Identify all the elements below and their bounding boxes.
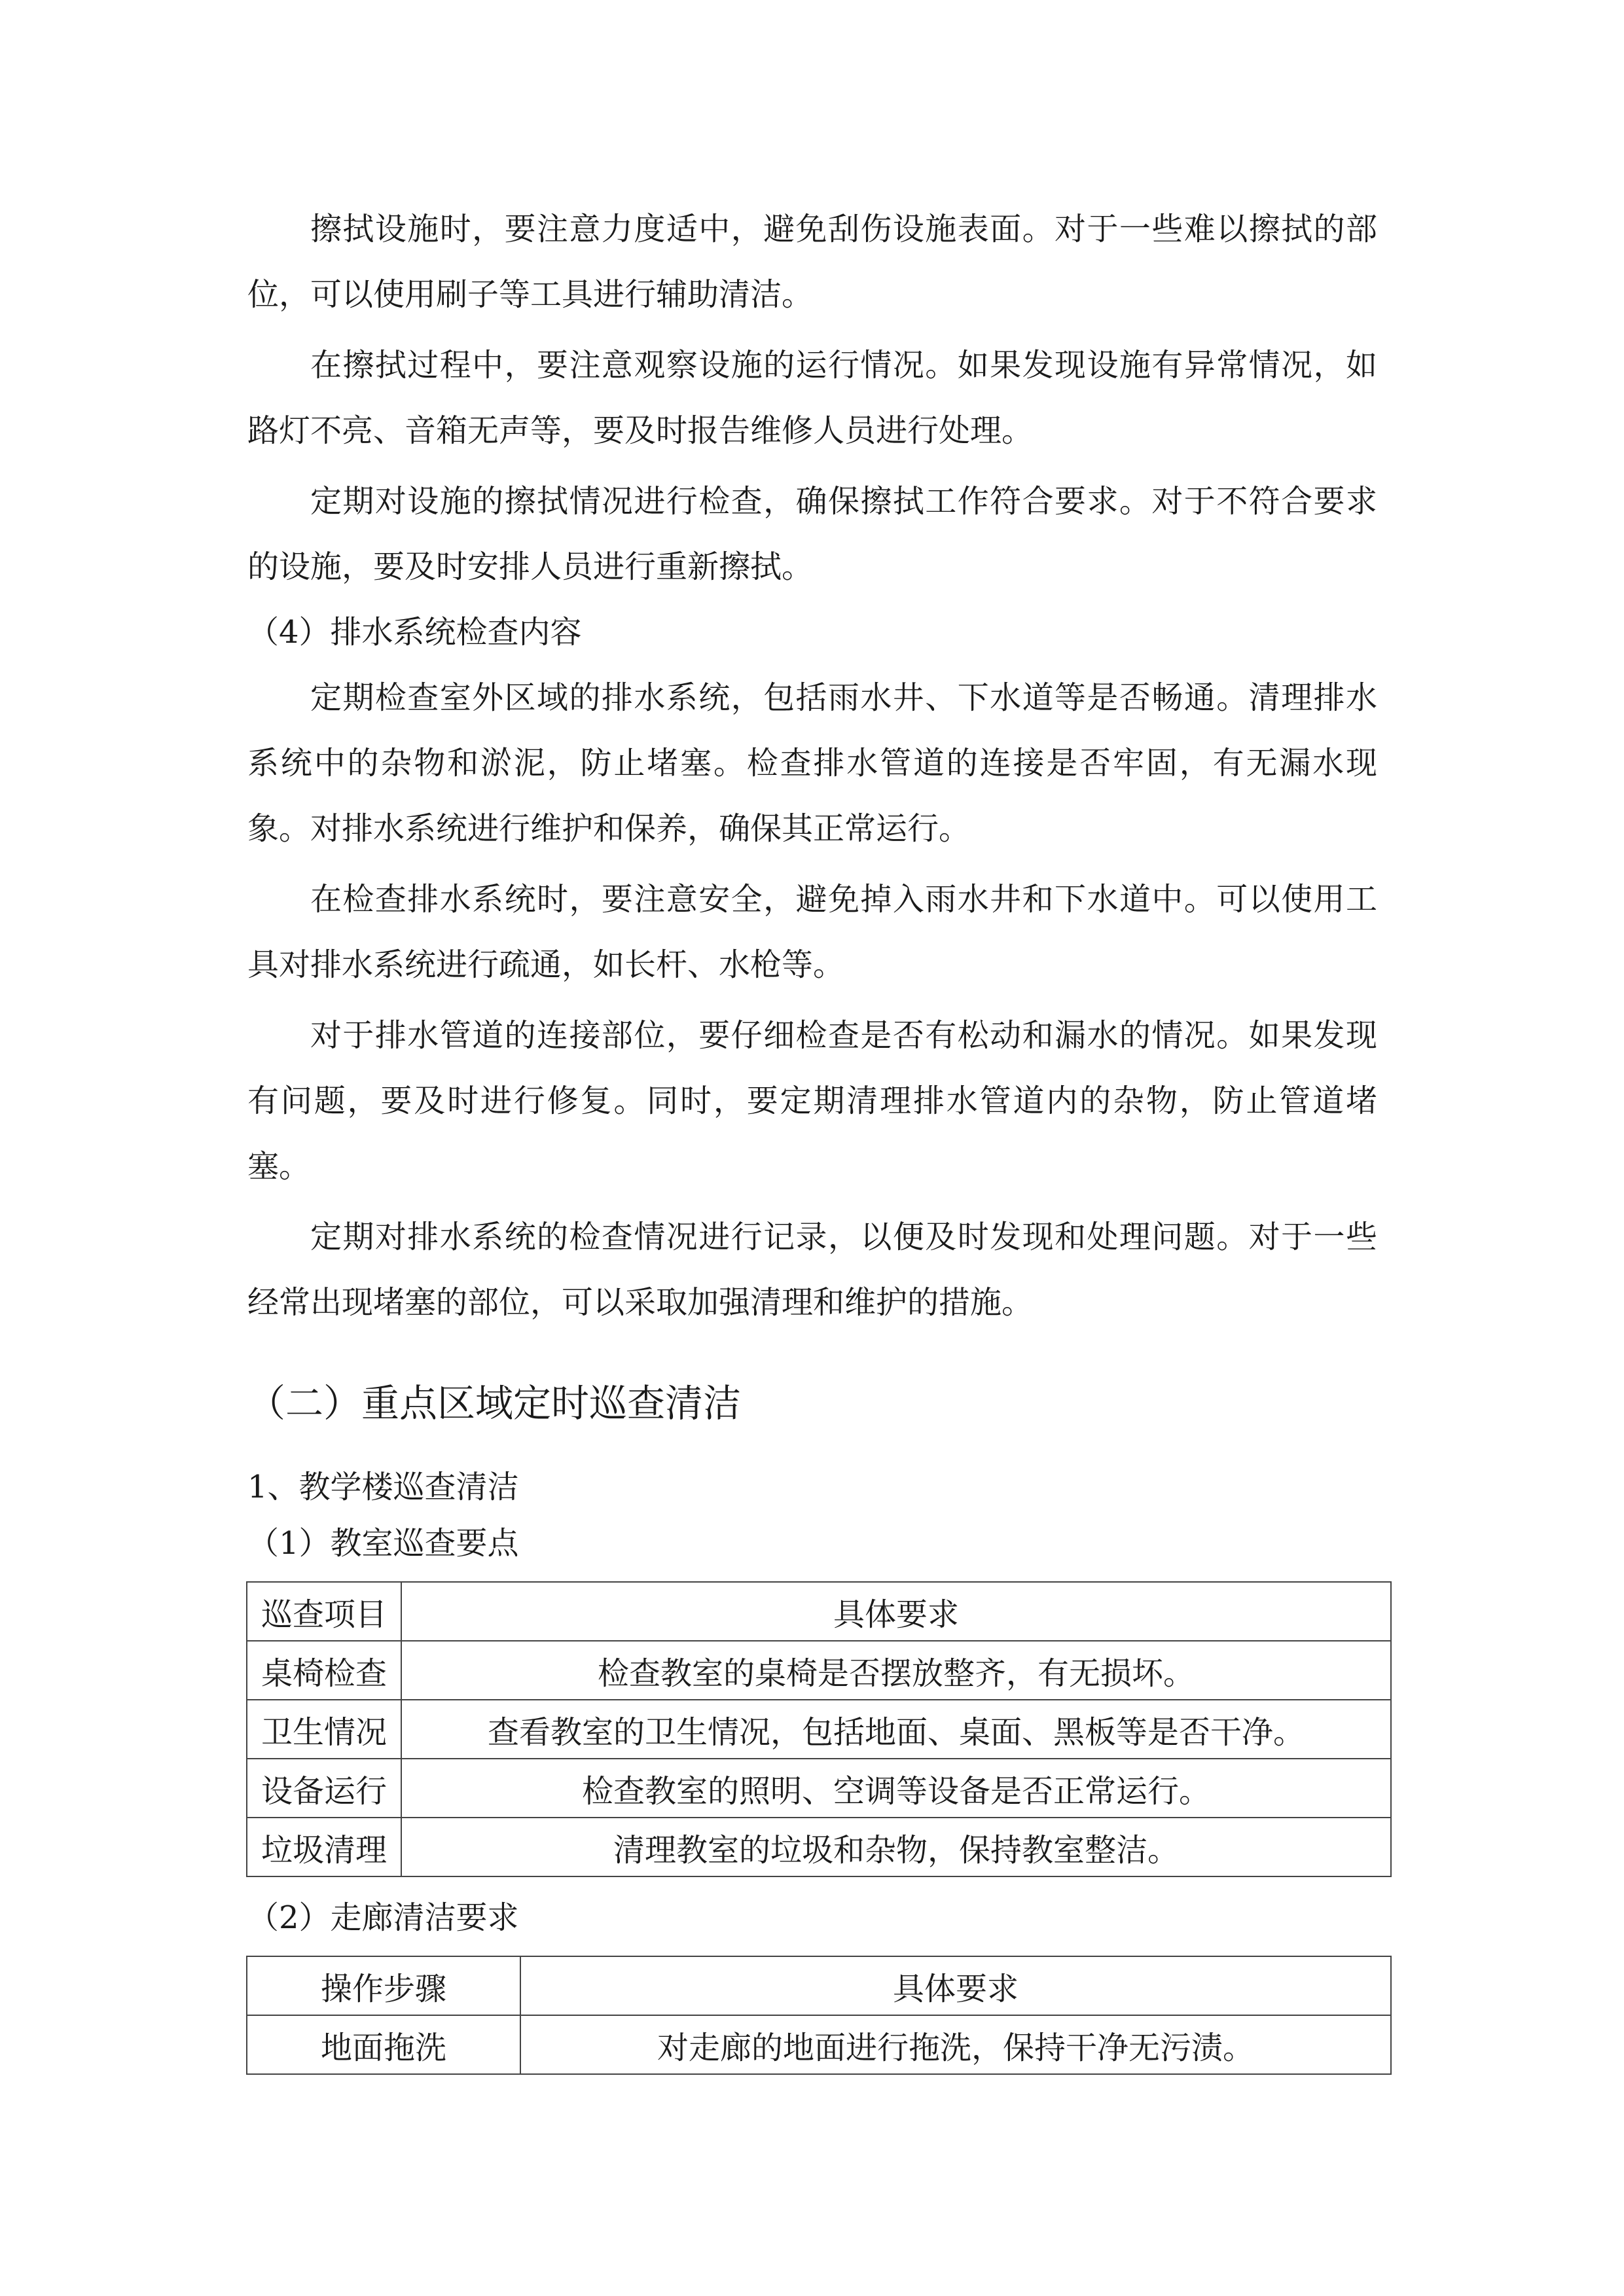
table-cell: 卫生情况	[247, 1700, 401, 1759]
table-caption: （2）走廊清洁要求	[247, 1899, 519, 1936]
table-cell: 查看教室的卫生情况，包括地面、桌面、黑板等是否干净。	[401, 1700, 1391, 1759]
paragraph: 擦拭设施时，要注意力度适中，避免刮伤设施表面。对于一些难以擦拭的部位，可以使用刷子等工具进行辅助清洁。	[247, 211, 1377, 313]
paragraph: 对于排水管道的连接部位，要仔细检查是否有松动和漏水的情况。如果发现有问题，要及时进行修复。同时，要定期清理排水管道内的杂物，防止管道堵塞。	[247, 1017, 1377, 1185]
paragraph: 定期对设施的擦拭情况进行检查，确保擦拭工作符合要求。对于不符合要求的设施，要及时安排人员进行重新擦拭。	[247, 483, 1377, 585]
table-header-cell: 具体要求	[401, 1582, 1391, 1641]
table-header-cell: 具体要求	[520, 1956, 1391, 2015]
table-cell: 对走廊的地面进行拖洗，保持干净无污渍。	[520, 2015, 1391, 2074]
table-cell: 设备运行	[247, 1759, 401, 1818]
classroom-inspection-table	[246, 1581, 1392, 1877]
document-page	[247, 196, 1377, 2075]
table-header-cell: 操作步骤	[247, 1956, 520, 2015]
table-cell: 检查教室的桌椅是否摆放整齐，有无损坏。	[401, 1641, 1391, 1700]
paragraph: 定期对排水系统的检查情况进行记录，以便及时发现和处理问题。对于一些经常出现堵塞的部位，可以采取加强清理和维护的措施。	[247, 1219, 1377, 1321]
table-caption: （1）教室巡查要点	[247, 1525, 519, 1562]
table-header-row	[247, 1582, 1391, 1641]
spacer	[247, 1877, 1377, 1889]
table-header-cell: 巡查项目	[247, 1582, 401, 1641]
paragraph: 在检查排水系统时，要注意安全，避免掉入雨水井和下水道中。可以使用工具对排水系统进行疏通，如长杆、水枪等。	[247, 881, 1377, 983]
section-title: （二）重点区域定时巡查清洁	[247, 1381, 742, 1426]
table-row	[247, 1641, 1391, 1700]
table-row	[247, 1759, 1391, 1818]
table-row	[247, 1700, 1391, 1759]
table-cell: 清理教室的垃圾和杂物，保持教室整洁。	[401, 1818, 1391, 1876]
paragraph: 在擦拭过程中，要注意观察设施的运行情况。如果发现设施有异常情况，如路灯不亮、音箱无声等，要及时报告维修人员进行处理。	[247, 347, 1377, 449]
table-cell: 检查教室的照明、空调等设备是否正常运行。	[401, 1759, 1391, 1818]
item-title: 1、教学楼巡查清洁	[247, 1469, 519, 1505]
table-row	[247, 2015, 1391, 2074]
table-header-row	[247, 1956, 1391, 2015]
table-cell: 垃圾清理	[247, 1818, 401, 1876]
table-cell: 地面拖洗	[247, 2015, 520, 2074]
table-cell: 桌椅检查	[247, 1641, 401, 1700]
table-row	[247, 1818, 1391, 1876]
corridor-cleaning-table	[246, 1956, 1392, 2075]
paragraph: 定期检查室外区域的排水系统，包括雨水井、下水道等是否畅通。清理排水系统中的杂物和淤泥，防止堵塞。检查排水管道的连接是否牢固，有无漏水现象。对排水系统进行维护和保养，确保其正常运行。	[247, 679, 1377, 847]
drainage-heading: （4）排水系统检查内容	[247, 614, 582, 651]
